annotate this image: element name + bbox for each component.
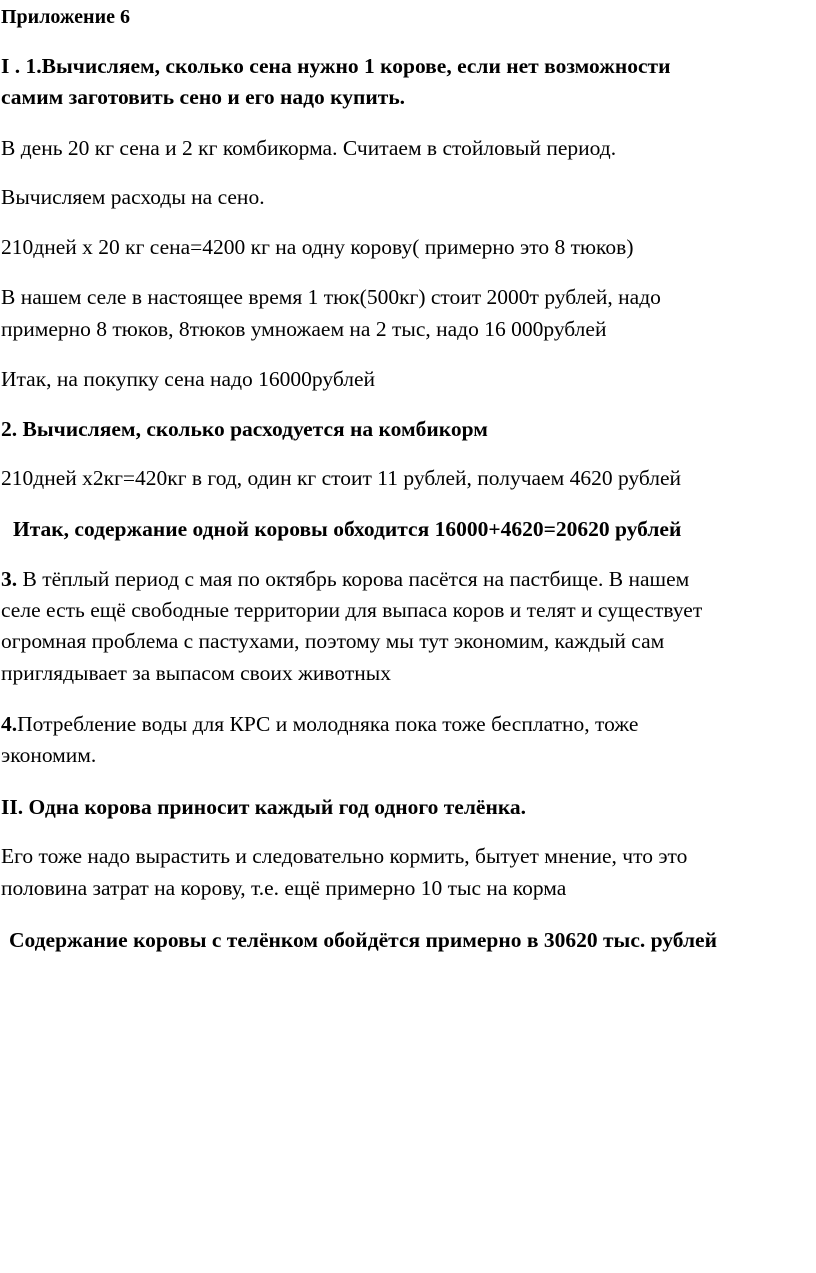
item3-line2: селе есть ещё свободные территории для выпаса коров и телят и существует <box>1 598 703 622</box>
item3-line1 <box>1 566 689 592</box>
total-hay-paragraph: Итак, на покупку сена надо 16000рублей <box>1 367 376 391</box>
calf-paragraph-line1: Его тоже надо вырастить и следовательно кормить, бытует мнение, что это <box>1 844 688 868</box>
item4-line1 <box>1 711 638 737</box>
section1-heading-line1: I . 1.Вычисляем, сколько сена нужно 1 корове, если нет возможности <box>1 54 671 78</box>
item4-number: 4. <box>1 712 18 736</box>
days-calc-paragraph: 210дней х 20 кг сена=4200 кг на одну корову( примерно это 8 тюков) <box>1 235 634 259</box>
section-II-heading: II. Одна корова приносит каждый год одного телёнка. <box>1 795 527 819</box>
daily-ration-paragraph: В день 20 кг сена и 2 кг комбикорма. Считаем в стойловый период. <box>1 136 617 160</box>
section2-heading: 2. Вычисляем, сколько расходуется на комбикорм <box>1 417 488 441</box>
item3-line4: приглядывает за выпасом своих животных <box>1 661 391 685</box>
village-price-line1: В нашем селе в настоящее время 1 тюк(500кг) стоит 2000т рублей, надо <box>1 285 661 309</box>
item4-line2: экономим. <box>1 743 97 767</box>
village-price-line2: примерно 8 тюков, 8тюков умножаем на 2 тыс, надо 16 000рублей <box>1 317 607 341</box>
feed-calc-paragraph: 210дней х2кг=420кг в год, один кг стоит 11 рублей, получаем 4620 рублей <box>1 466 682 490</box>
calf-paragraph-line2: половина затрат на корову, т.е. ещё примерно 10 тыс на корма <box>1 876 567 900</box>
calc-hay-paragraph: Вычисляем расходы на сено. <box>1 185 265 209</box>
summary-one-cow: Итак, содержание одной коровы обходится 16000+4620=20620 рублей <box>13 517 682 541</box>
summary-cow-with-calf: Содержание коровы с телёнком обойдётся примерно в 30620 тыс. рублей <box>9 928 717 952</box>
section1-heading-line2: самим заготовить сено и его надо купить. <box>1 85 406 109</box>
item4-text: Потребление воды для КРС и молодняка пока тоже бесплатно, тоже <box>17 712 639 736</box>
document-title: Приложение 6 <box>1 6 130 28</box>
item3-number: 3. <box>1 567 18 591</box>
item3-line3: огромная проблема с пастухами, поэтому мы тут экономим, каждый сам <box>1 629 665 653</box>
item3-text: В тёплый период с мая по октябрь корова пасётся на пастбище. В нашем <box>17 567 690 591</box>
